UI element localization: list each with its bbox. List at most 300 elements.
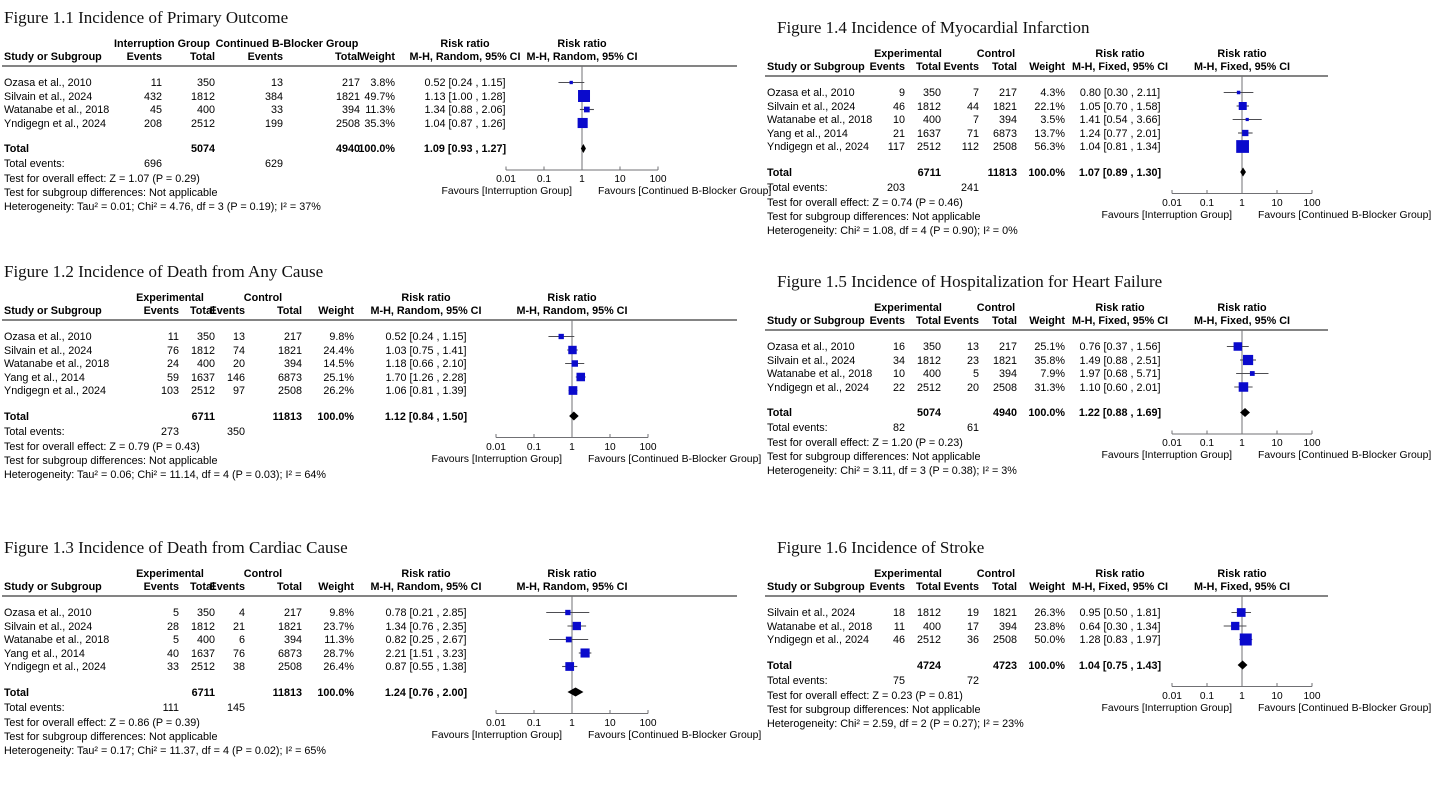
- events2-value: 6: [238, 634, 245, 646]
- ci-square: [1246, 118, 1249, 121]
- weight-value: 56.3%: [1034, 141, 1065, 153]
- column-header-events1: Events: [143, 305, 179, 317]
- method-header: M-H, Fixed, 95% CI: [1072, 581, 1168, 593]
- total-events-label: Total events:: [767, 674, 828, 687]
- method-header: M-H, Random, 95% CI: [370, 305, 482, 317]
- total-label: Total: [767, 659, 792, 672]
- total-label: Total: [4, 410, 29, 423]
- group1-header: Interruption Group: [114, 38, 210, 50]
- forest-plot-graphic: [2, 538, 764, 762]
- ci-square: [568, 346, 576, 354]
- figure-title: Figure 1.3 Incidence of Death from Cardiac Cause: [4, 538, 348, 557]
- figure-title: Figure 1.1 Incidence of Primary Outcome: [4, 8, 289, 27]
- plot-method-header: M-H, Fixed, 95% CI: [1194, 581, 1290, 593]
- ci-square: [559, 334, 564, 339]
- total2-value: 2508: [992, 634, 1017, 646]
- total-events1-value: 696: [143, 158, 162, 170]
- study-label: Yndigegn et al., 2024: [767, 141, 870, 153]
- events1-value: 103: [160, 385, 179, 397]
- events2-value: 21: [232, 620, 245, 633]
- weight-value: 13.7%: [1034, 127, 1065, 140]
- events1-value: 22: [892, 381, 905, 394]
- total-ci-text: 1.24 [0.76 , 2.00]: [384, 686, 468, 699]
- axis-tick-label: 100: [649, 174, 667, 185]
- events1-value: 28: [166, 620, 179, 633]
- forest-plot-figure: [765, 538, 1431, 735]
- subgroup-differences-test: Test for subgroup differences: Not applicable: [767, 451, 981, 463]
- events1-value: 9: [898, 87, 905, 99]
- axis-tick-label: 100: [639, 717, 657, 729]
- heterogeneity-stats: Heterogeneity: Chi² = 2.59, df = 2 (P = 0.27); I² = 23%: [767, 717, 1024, 730]
- events2-value: 112: [961, 141, 979, 153]
- ci-text: 1.28 [0.83 , 1.97]: [1079, 634, 1161, 646]
- total-events2-value: 61: [966, 422, 979, 434]
- forest-plot-figure: [765, 18, 1431, 242]
- forest-plot-graphic: [2, 8, 764, 218]
- total1-value: 2512: [916, 141, 941, 153]
- weight-value: 7.9%: [1040, 368, 1065, 380]
- ci-text: 0.64 [0.30 , 1.34]: [1079, 620, 1161, 633]
- column-header-events2: Events: [943, 315, 979, 327]
- total2-value: 394: [998, 620, 1017, 633]
- column-header-total2: Total: [277, 305, 302, 317]
- favours-left-label: Favours [Interruption Group]: [1101, 450, 1232, 461]
- ci-square: [1231, 622, 1239, 630]
- total-events-label: Total events:: [4, 158, 65, 170]
- events2-value: 7: [972, 114, 979, 126]
- total2-value: 217: [998, 87, 1017, 99]
- forest-plot-graphic: [765, 538, 1431, 735]
- events2-value: 13: [232, 331, 245, 343]
- study-label: Watanabe et al., 2018: [767, 114, 873, 126]
- plot-effect-header: Risk ratio: [547, 568, 597, 580]
- weight-value: 11.3%: [365, 104, 395, 116]
- effect-header: Risk ratio: [440, 38, 490, 50]
- ci-square: [1240, 633, 1252, 645]
- weight-value: 35.8%: [1034, 354, 1065, 367]
- total-label: Total: [4, 143, 29, 155]
- column-header-total1: Total: [916, 61, 941, 73]
- overall-effect-test: Test for overall effect: Z = 0.74 (P = 0.46): [767, 196, 963, 209]
- axis-tick-label: 1: [579, 174, 585, 185]
- total1-value: 2512: [190, 385, 215, 397]
- study-label: Silvain et al., 2024: [4, 620, 93, 633]
- column-header-events1: Events: [869, 581, 905, 593]
- total-label: Total: [4, 686, 29, 699]
- total2-value: 217: [283, 607, 302, 619]
- column-header-study: Study or Subgroup: [767, 315, 865, 327]
- group2-header: Control: [243, 292, 283, 304]
- total2-sum: 11813: [987, 166, 1017, 179]
- column-header-study: Study or Subgroup: [4, 305, 102, 317]
- total2-value: 394: [998, 368, 1017, 380]
- column-header-total2: Total: [992, 315, 1017, 327]
- study-label: Yang et al., 2014: [4, 371, 85, 384]
- column-header-study: Study or Subgroup: [4, 581, 102, 593]
- total-events2-value: 241: [960, 181, 979, 194]
- weight-value: 11.3%: [324, 634, 354, 646]
- events1-value: 5: [172, 634, 179, 646]
- column-header-total2: Total: [277, 581, 302, 593]
- study-label: Watanabe et al., 2018: [4, 104, 110, 116]
- total1-value: 400: [922, 368, 941, 380]
- axis-tick-label: 0.1: [1199, 690, 1215, 702]
- total-weight: 100.0%: [1028, 166, 1065, 179]
- study-label: Silvain et al., 2024: [4, 344, 93, 357]
- column-header-events1: Events: [869, 61, 905, 73]
- study-label: Ozasa et al., 2010: [4, 331, 92, 343]
- total2-value: 394: [283, 634, 302, 646]
- favours-left-label: Favours [Interruption Group]: [1101, 702, 1232, 714]
- ci-square: [578, 118, 588, 128]
- total-weight: 100.0%: [317, 686, 354, 699]
- ci-square: [1237, 91, 1241, 95]
- column-header-total2: Total: [992, 581, 1017, 593]
- weight-value: 3.5%: [1040, 114, 1065, 126]
- ci-text: 1.24 [0.77 , 2.01]: [1079, 127, 1161, 140]
- study-label: Yang et al., 2014: [767, 127, 848, 140]
- column-header-events2: Events: [209, 581, 245, 593]
- study-label: Silvain et al., 2024: [767, 100, 856, 113]
- effect-header: Risk ratio: [1095, 302, 1145, 314]
- total2-value: 6873: [277, 647, 302, 660]
- total1-sum: 6711: [917, 166, 941, 179]
- axis-tick-label: 0.01: [1162, 690, 1182, 702]
- total-weight: 100.0%: [1028, 407, 1065, 419]
- axis-tick-label: 100: [1303, 690, 1321, 702]
- ci-text: 0.87 [0.55 , 1.38]: [385, 661, 467, 673]
- weight-value: 49.7%: [364, 90, 395, 103]
- total2-sum: 11813: [272, 686, 302, 699]
- total1-value: 2512: [916, 381, 941, 394]
- axis-tick-label: 0.01: [486, 717, 506, 729]
- overall-effect-test: Test for overall effect: Z = 0.86 (P = 0.39): [4, 716, 200, 729]
- column-header-weight: Weight: [1029, 315, 1065, 327]
- events2-value: 4: [238, 607, 245, 619]
- subgroup-differences-test: Test for subgroup differences: Not applicable: [4, 187, 218, 199]
- favours-left-label: Favours [Interruption Group]: [431, 729, 562, 741]
- plot-method-header: M-H, Random, 95% CI: [526, 51, 638, 63]
- column-header-events2: Events: [943, 61, 979, 73]
- ci-text: 1.04 [0.87 , 1.26]: [424, 117, 506, 130]
- axis-tick-label: 0.01: [1162, 197, 1182, 209]
- subgroup-differences-test: Test for subgroup differences: Not applicable: [767, 210, 981, 223]
- ci-square: [1239, 382, 1249, 392]
- column-header-weight: Weight: [1029, 581, 1065, 593]
- forest-plot-graphic: [765, 18, 1431, 242]
- events2-value: 7: [972, 87, 979, 99]
- ci-text: 2.21 [1.51 , 3.23]: [385, 647, 467, 660]
- ci-square: [571, 360, 577, 366]
- column-header-total2: Total: [335, 51, 360, 63]
- favours-right-label: Favours [Continued B-Blocker Group]: [1258, 209, 1431, 221]
- total-events2-value: 629: [264, 158, 283, 170]
- total1-value: 350: [196, 331, 215, 343]
- ci-square: [576, 373, 585, 382]
- weight-value: 31.3%: [1034, 381, 1065, 394]
- total2-value: 394: [341, 104, 360, 116]
- column-header-events2: Events: [209, 305, 245, 317]
- weight-value: 23.8%: [1034, 620, 1065, 633]
- total-events1-value: 111: [162, 701, 179, 714]
- ci-text: 1.06 [0.81 , 1.39]: [385, 385, 467, 397]
- axis-tick-label: 10: [1271, 438, 1283, 449]
- forest-plot-figure: [2, 538, 764, 762]
- column-header-events1: Events: [143, 581, 179, 593]
- events1-value: 40: [166, 647, 179, 660]
- plot-method-header: M-H, Random, 95% CI: [516, 305, 628, 317]
- total-diamond: [1238, 661, 1248, 670]
- ci-text: 1.03 [0.75 , 1.41]: [385, 344, 467, 357]
- total2-sum: 4940: [335, 143, 360, 155]
- total-diamond: [1240, 168, 1246, 177]
- favours-right-label: Favours [Continued B-Blocker Group]: [588, 453, 762, 465]
- ci-square: [1242, 130, 1248, 136]
- ci-square: [573, 622, 581, 630]
- effect-header: Risk ratio: [401, 292, 451, 304]
- ci-square: [1236, 140, 1249, 153]
- ci-square: [1237, 608, 1246, 617]
- ci-square: [1239, 102, 1247, 110]
- axis-tick-label: 10: [604, 717, 616, 729]
- axis-tick-label: 0.1: [1199, 438, 1215, 449]
- total1-value: 2512: [916, 634, 941, 646]
- favours-left-label: Favours [Interruption Group]: [441, 186, 572, 197]
- overall-effect-test: Test for overall effect: Z = 1.07 (P = 0.29): [4, 173, 200, 185]
- total1-value: 400: [196, 104, 215, 116]
- study-label: Yndigegn et al., 2024: [4, 661, 107, 673]
- weight-value: 9.8%: [329, 607, 354, 619]
- axis-tick-label: 0.01: [486, 441, 506, 453]
- events1-value: 45: [149, 104, 162, 116]
- column-header-weight: Weight: [1029, 61, 1065, 73]
- column-header-study: Study or Subgroup: [767, 61, 865, 73]
- axis-tick-label: 100: [1303, 197, 1321, 209]
- group2-header: Control: [976, 302, 1016, 314]
- total-events-label: Total events:: [767, 422, 828, 434]
- events1-value: 46: [892, 100, 905, 113]
- axis-tick-label: 0.01: [1162, 438, 1182, 449]
- plot-effect-header: Risk ratio: [557, 38, 607, 50]
- total2-value: 1821: [335, 90, 360, 103]
- study-label: Ozasa et al., 2010: [767, 87, 855, 99]
- total1-value: 1812: [190, 90, 215, 103]
- weight-value: 25.1%: [1034, 341, 1065, 353]
- total1-sum: 5074: [916, 407, 941, 419]
- column-header-events2: Events: [247, 51, 283, 63]
- favours-left-label: Favours [Interruption Group]: [1101, 209, 1232, 221]
- events2-value: 97: [232, 385, 245, 397]
- plot-effect-header: Risk ratio: [1217, 568, 1267, 580]
- total-events1-value: 82: [892, 422, 905, 434]
- group1-header: Experimental: [874, 568, 942, 580]
- events1-value: 16: [892, 341, 905, 353]
- total2-sum: 4940: [992, 407, 1017, 419]
- axis-tick-label: 10: [1271, 197, 1283, 209]
- axis-tick-label: 100: [1303, 438, 1321, 449]
- figure-title: Figure 1.5 Incidence of Hospitalization for Heart Failure: [777, 272, 1163, 291]
- total1-value: 1637: [190, 647, 215, 660]
- weight-value: 9.8%: [329, 331, 354, 343]
- total2-value: 1821: [992, 607, 1017, 619]
- total2-value: 217: [283, 331, 302, 343]
- axis-tick-label: 10: [1271, 690, 1283, 702]
- group2-header: Control: [243, 568, 283, 580]
- column-header-events1: Events: [126, 51, 162, 63]
- forest-plot-figure: [2, 262, 764, 486]
- ci-text: 1.05 [0.70 , 1.58]: [1079, 100, 1161, 113]
- group1-header: Experimental: [874, 48, 942, 60]
- total1-value: 1812: [190, 344, 215, 357]
- total1-sum: 6711: [191, 686, 215, 699]
- events2-value: 13: [270, 77, 283, 89]
- ci-square: [565, 662, 574, 671]
- ci-square: [570, 81, 573, 84]
- total-weight: 100.0%: [1028, 659, 1065, 672]
- study-label: Watanabe et al., 2018: [767, 368, 873, 380]
- events2-value: 76: [232, 647, 245, 660]
- total2-value: 2508: [992, 381, 1017, 394]
- favours-right-label: Favours [Continued B-Blocker Group]: [1258, 450, 1431, 461]
- study-label: Yang et al., 2014: [4, 647, 85, 660]
- ci-square: [581, 648, 590, 657]
- total1-value: 350: [196, 607, 215, 619]
- total1-value: 400: [922, 114, 941, 126]
- axis-tick-label: 0.1: [1199, 197, 1215, 209]
- events1-value: 117: [887, 141, 905, 153]
- total1-value: 1812: [190, 620, 215, 633]
- subgroup-differences-test: Test for subgroup differences: Not applicable: [4, 454, 218, 467]
- weight-value: 26.4%: [323, 661, 354, 673]
- heterogeneity-stats: Heterogeneity: Chi² = 3.11, df = 3 (P = 0.38); I² = 3%: [767, 465, 1017, 477]
- axis-tick-label: 0.01: [496, 174, 516, 185]
- total2-value: 2508: [335, 117, 360, 130]
- ci-text: 1.41 [0.54 , 3.66]: [1079, 114, 1161, 126]
- ci-text: 0.52 [0.24 , 1.15]: [424, 77, 506, 89]
- ci-text: 1.70 [1.26 , 2.28]: [385, 371, 467, 384]
- favours-right-label: Favours [Continued B-Blocker Group]: [598, 186, 772, 197]
- ci-text: 1.97 [0.68 , 5.71]: [1079, 368, 1161, 380]
- events2-value: 20: [966, 381, 979, 394]
- ci-square: [578, 90, 590, 102]
- total2-value: 2508: [277, 661, 302, 673]
- events1-value: 24: [166, 358, 179, 370]
- total2-value: 394: [998, 114, 1017, 126]
- events1-value: 11: [167, 331, 179, 343]
- plot-effect-header: Risk ratio: [547, 292, 597, 304]
- ci-text: 1.34 [0.88 , 2.06]: [424, 104, 506, 116]
- column-header-total1: Total: [916, 315, 941, 327]
- axis-tick-label: 1: [1239, 197, 1245, 209]
- heterogeneity-stats: Heterogeneity: Tau² = 0.17; Chi² = 11.37, df = 4 (P = 0.02); I² = 65%: [4, 744, 327, 757]
- total-ci-text: 1.12 [0.84 , 1.50]: [384, 410, 468, 423]
- ci-text: 1.34 [0.76 , 2.35]: [385, 620, 467, 633]
- events1-value: 11: [150, 77, 162, 89]
- ci-text: 1.10 [0.60 , 2.01]: [1079, 381, 1161, 394]
- total2-value: 6873: [992, 127, 1017, 140]
- events2-value: 13: [966, 341, 979, 353]
- events1-value: 432: [143, 90, 162, 103]
- ci-text: 1.18 [0.66 , 2.10]: [385, 358, 467, 370]
- ci-square: [566, 637, 572, 643]
- total-events-label: Total events:: [4, 425, 65, 438]
- group1-header: Experimental: [874, 302, 942, 314]
- total-events1-value: 75: [892, 674, 905, 687]
- group1-header: Experimental: [136, 292, 204, 304]
- forest-plot-figure: [765, 272, 1431, 482]
- axis-tick-label: 1: [569, 441, 575, 453]
- weight-value: 25.1%: [323, 371, 354, 384]
- total1-sum: 6711: [191, 410, 215, 423]
- ci-text: 1.13 [1.00 , 1.28]: [424, 90, 506, 103]
- total2-value: 2508: [277, 385, 302, 397]
- plot-effect-header: Risk ratio: [1217, 48, 1267, 60]
- total1-value: 350: [196, 77, 215, 89]
- total2-value: 394: [283, 358, 302, 370]
- forest-plot-figure: [2, 8, 772, 218]
- study-label: Yndigegn et al., 2024: [4, 117, 107, 130]
- column-header-total1: Total: [190, 305, 215, 317]
- plot-method-header: M-H, Random, 95% CI: [516, 581, 628, 593]
- column-header-study: Study or Subgroup: [767, 581, 865, 593]
- events1-value: 33: [166, 661, 179, 673]
- total-events2-value: 72: [966, 674, 979, 687]
- weight-value: 14.5%: [323, 358, 354, 370]
- total-weight: 100.0%: [358, 143, 395, 155]
- weight-value: 50.0%: [1034, 634, 1065, 646]
- total-ci-text: 1.07 [0.89 , 1.30]: [1078, 166, 1162, 179]
- effect-header: Risk ratio: [1095, 48, 1145, 60]
- events1-value: 18: [892, 607, 905, 619]
- total1-value: 400: [196, 358, 215, 370]
- weight-value: 26.3%: [1034, 607, 1065, 619]
- weight-value: 4.3%: [1040, 87, 1065, 99]
- events1-value: 10: [892, 114, 905, 126]
- ci-text: 1.49 [0.88 , 2.51]: [1079, 354, 1161, 367]
- axis-tick-label: 0.1: [526, 441, 542, 453]
- study-label: Yndigegn et al., 2024: [4, 385, 107, 397]
- subgroup-differences-test: Test for subgroup differences: Not applicable: [767, 703, 981, 716]
- favours-right-label: Favours [Continued B-Blocker Group]: [1258, 702, 1431, 714]
- favours-left-label: Favours [Interruption Group]: [431, 453, 562, 465]
- total1-value: 1637: [916, 127, 941, 140]
- ci-square: [1250, 371, 1255, 376]
- column-header-total2: Total: [992, 61, 1017, 73]
- study-label: Ozasa et al., 2010: [767, 341, 855, 353]
- total2-value: 6873: [277, 371, 302, 384]
- heterogeneity-stats: Heterogeneity: Tau² = 0.06; Chi² = 11.14, df = 4 (P = 0.03); I² = 64%: [4, 468, 327, 481]
- figure-title: Figure 1.6 Incidence of Stroke: [777, 538, 985, 557]
- events2-value: 199: [264, 117, 283, 130]
- total1-value: 1812: [916, 607, 941, 619]
- events2-value: 23: [966, 354, 979, 367]
- total-events-label: Total events:: [4, 701, 65, 714]
- column-header-weight: Weight: [318, 305, 354, 317]
- axis-tick-label: 10: [604, 441, 616, 453]
- weight-value: 35.3%: [364, 117, 395, 130]
- study-label: Ozasa et al., 2010: [4, 77, 92, 89]
- events2-value: 74: [232, 344, 245, 357]
- study-label: Silvain et al., 2024: [767, 354, 856, 367]
- study-label: Yndigegn et al., 2024: [767, 381, 870, 394]
- weight-value: 22.1%: [1034, 100, 1065, 113]
- study-label: Silvain et al., 2024: [767, 607, 856, 619]
- events2-value: 71: [966, 127, 979, 140]
- axis-tick-label: 10: [614, 174, 626, 185]
- events1-value: 59: [166, 371, 179, 384]
- overall-effect-test: Test for overall effect: Z = 0.23 (P = 0.81): [767, 689, 963, 702]
- ci-square: [584, 107, 590, 113]
